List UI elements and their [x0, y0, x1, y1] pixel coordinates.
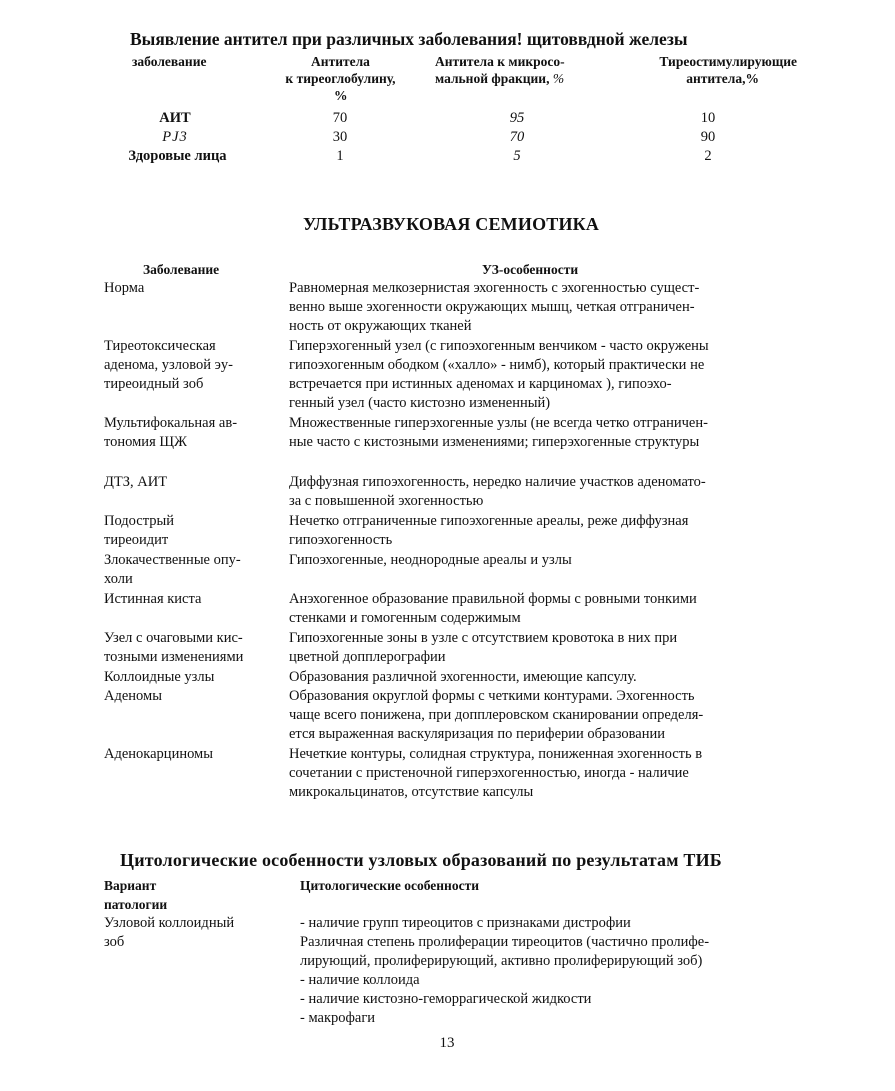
antibody-table-title: Выявление антител при различных заболевания! щитоввдной железы	[130, 29, 688, 49]
ultrasound-features: Нечеткие контуры, солидная структура, пониженная эхогенность в сочетании с пристеночной гиперэхогенностью, иногда - наличие микрокальцинатов, отсутствие капсулы	[289, 746, 703, 800]
ultrasound-features: Гипоэхогенные зоны в узле с отсутствием кровотока в них при цветной допплерографии	[289, 630, 678, 665]
ultrasound-disease: ДТЗ, АИТ	[104, 474, 168, 490]
antibody-row-micro-value: 5	[513, 148, 521, 164]
antibody-col-tg-header: Антитела к тиреоглобулину, %	[285, 54, 396, 103]
antibody-row-tsh-value: 90	[700, 129, 716, 145]
page-number: 13	[439, 1035, 455, 1051]
cytology-features: - наличие групп тиреоцитов с признаками дистрофии Различная степень пролиферации тиреоцитов (частично пролифе- лирующий, пролиферирующий, активно пролиферирующий зоб) - наличие коллоида - наличие кистозно-геморрагической жидкости - макрофаги	[300, 915, 710, 1026]
cytology-section-title: Цитологические особенности узловых образований по результатам ТИБ	[120, 850, 722, 870]
ultrasound-disease: Тиреотоксическая аденома, узловой эу- тиреоидный зоб	[104, 338, 233, 392]
ultrasound-disease: Подострый тиреоидит	[104, 513, 174, 548]
ultrasound-disease: Норма	[104, 280, 145, 296]
ultrasound-features: Образования округлой формы с четкими контурами. Эхогенность чаще всего понижена, при допплеровском сканировании определя- ется выраженная васкуляризация по периферии образовании	[289, 688, 704, 742]
antibody-row-tg-value: 30	[332, 129, 348, 145]
antibody-row-name: PJ3	[162, 129, 188, 145]
antibody-row-micro-value: 95	[509, 110, 525, 126]
ultrasound-features: Образования различной эхогенности, имеющие капсулу.	[289, 669, 637, 685]
ultrasound-features: Гипоэхогенные, неоднородные ареалы и узлы	[289, 552, 572, 568]
ultrasound-disease: Мультифокальная ав- тономия ЩЖ	[104, 415, 238, 450]
ultrasound-features: Диффузная гипоэхогенность, нередко наличие участков аденомато- за с повышенной эхогенностью	[289, 474, 706, 509]
ultrasound-features: Множественные гиперэхогенные узлы (не всегда четко отграничен- ные часто с кистозными изменениями; гиперэхогенные структуры	[289, 415, 708, 450]
ultrasound-features: Равномерная мелкозернистая эхогенность с эхогенностью сущест- венно выше эхогенности окружающих мышц, четкая отграничен- ность от окружающих тканей	[289, 280, 700, 334]
ultrasound-disease: Аденомы	[104, 688, 162, 704]
cytology-col-features-header: Цитологические особенности	[300, 878, 479, 893]
cytology-col-variant-header: Вариант патологии	[104, 878, 168, 912]
ultrasound-col-features-header: УЗ-особенности	[482, 262, 579, 277]
ultrasound-disease: Узел с очаговыми кис- тозными изменениями	[104, 630, 244, 665]
ultrasound-disease: Злокачественные опу- холи	[104, 552, 241, 587]
antibody-row-tsh-value: 10	[700, 110, 716, 126]
antibody-row-tg-value: 70	[332, 110, 348, 126]
antibody-row-micro-value: 70	[509, 129, 525, 145]
ultrasound-disease: Истинная киста	[104, 591, 202, 607]
ultrasound-features: Анэхогенное образование правильной формы с ровными тонкими стенками и гомогенным содержимым	[289, 591, 697, 626]
ultrasound-features: Гиперэхогенный узел (с гипоэхогенным венчиком - часто окружены гипоэхогенным ободком («халло» - нимб), который практически не встречается при истинных аденомах и карциномах ), гипоэхо- генный узел (часто кистозно измененный)	[289, 338, 709, 411]
antibody-col-micro-header: Антитела к микросо- мальной фракции, %	[435, 54, 565, 86]
ultrasound-features: Нечетко отграниченные гипоэхогенные ареалы, реже диффузная гипоэхогенность	[289, 513, 689, 548]
antibody-row-tsh-value: 2	[704, 148, 712, 164]
cytology-variant: Узловой коллоидный зоб	[104, 915, 235, 950]
ultrasound-section-title: УЛЬТРАЗВУКОВАЯ СЕМИОТИКА	[303, 214, 600, 234]
ultrasound-disease: Аденокарциномы	[104, 746, 213, 762]
ultrasound-col-disease-header: Заболевание	[143, 262, 220, 277]
ultrasound-disease: Коллоидные узлы	[104, 669, 215, 685]
antibody-row-name: АИТ	[159, 110, 191, 126]
antibody-row-tg-value: 1	[336, 148, 344, 164]
antibody-col-tsh-header: Тиреостимулирующие антитела,%	[659, 54, 797, 86]
antibody-col-disease-header: заболевание	[132, 54, 207, 69]
antibody-row-name: Здоровые лица	[128, 148, 227, 164]
